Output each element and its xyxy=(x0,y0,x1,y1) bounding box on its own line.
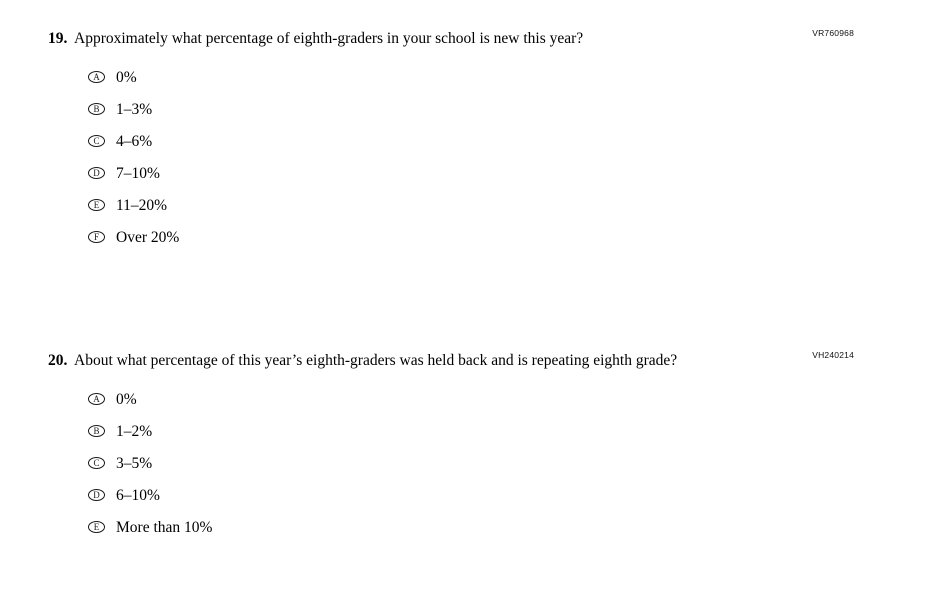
answer-bubble-icon[interactable] xyxy=(88,71,106,84)
answer-option[interactable] xyxy=(88,448,926,480)
answer-option-label: 0% xyxy=(116,390,137,408)
answer-bubble-icon[interactable] xyxy=(88,393,106,406)
answer-bubble-letter: A xyxy=(93,72,100,82)
answer-option-label: More than 10% xyxy=(116,518,213,536)
answer-bubble-letter: B xyxy=(93,104,100,114)
answer-option[interactable] xyxy=(88,126,926,158)
answer-bubble-letter: B xyxy=(93,426,100,436)
answer-option-label: 0% xyxy=(116,68,137,86)
answer-option-label: Over 20% xyxy=(116,228,180,246)
answer-option[interactable] xyxy=(88,158,926,190)
question-code: VR760968 xyxy=(812,28,854,38)
answer-option[interactable] xyxy=(88,512,926,544)
answer-bubble-letter: E xyxy=(93,200,100,210)
answer-option-label: 6–10% xyxy=(116,486,160,504)
answer-options-19 xyxy=(0,62,926,254)
answer-bubble-letter: D xyxy=(93,168,100,178)
answer-option[interactable] xyxy=(88,94,926,126)
answer-option-label: 11–20% xyxy=(116,196,168,214)
answer-options-20 xyxy=(0,384,926,544)
answer-option-label: 3–5% xyxy=(116,454,153,472)
answer-bubble-icon[interactable] xyxy=(88,167,106,180)
answer-bubble-icon[interactable] xyxy=(88,103,106,116)
answer-bubble-icon[interactable] xyxy=(88,489,106,502)
question-code: VH240214 xyxy=(812,350,854,360)
answer-option-label: 1–3% xyxy=(116,100,153,118)
answer-option-label: 4–6% xyxy=(116,132,153,150)
answer-bubble-icon[interactable] xyxy=(88,135,106,148)
question-text: Approximately what percentage of eighth-graders in your school is new this year? xyxy=(74,30,584,47)
answer-option[interactable] xyxy=(88,190,926,222)
answer-bubble-letter: C xyxy=(93,136,100,146)
question-number: 19. xyxy=(48,30,68,47)
question-block-19 xyxy=(0,28,926,254)
answer-bubble-icon[interactable] xyxy=(88,425,106,438)
answer-bubble-letter: E xyxy=(93,522,100,532)
answer-bubble-letter: D xyxy=(93,490,100,500)
question-text: About what percentage of this year’s eighth-graders was held back and is repeating eighth grade? xyxy=(74,352,678,369)
answer-option[interactable] xyxy=(88,62,926,94)
answer-option[interactable] xyxy=(88,416,926,448)
answer-bubble-letter: C xyxy=(93,458,100,468)
answer-bubble-icon[interactable] xyxy=(88,199,106,212)
answer-option[interactable] xyxy=(88,384,926,416)
question-number: 20. xyxy=(48,352,68,369)
question-block-20 xyxy=(0,350,926,544)
answer-bubble-letter: F xyxy=(93,232,99,242)
question-heading xyxy=(0,28,926,50)
answer-bubble-icon[interactable] xyxy=(88,457,106,470)
answer-option[interactable] xyxy=(88,222,926,254)
answer-bubble-icon[interactable] xyxy=(88,521,106,534)
answer-option-label: 7–10% xyxy=(116,164,160,182)
answer-bubble-letter: A xyxy=(93,394,100,404)
question-heading xyxy=(0,350,926,372)
answer-bubble-icon[interactable] xyxy=(88,231,106,244)
answer-option[interactable] xyxy=(88,480,926,512)
answer-option-label: 1–2% xyxy=(116,422,153,440)
